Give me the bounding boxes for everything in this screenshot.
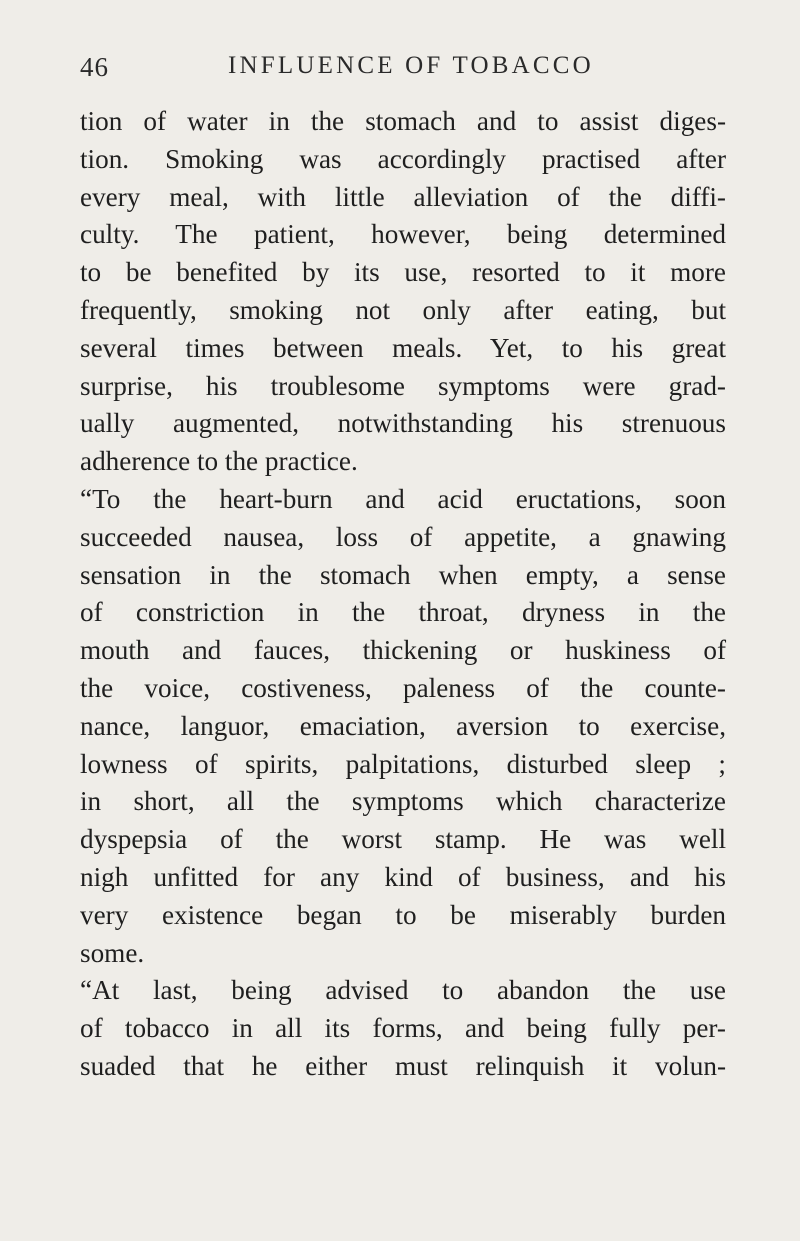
text-line: sensation in the stomach when empty, a sense (80, 559, 726, 590)
running-title: INFLUENCE OF TOBACCO (228, 52, 594, 79)
text-line: the voice, costiveness, paleness of the counte- (80, 672, 726, 703)
text-line: several times between meals. Yet, to his great (80, 332, 726, 363)
text-line: very existence began to be miserably burden (80, 899, 726, 930)
text-line: frequently, smoking not only after eating, but (80, 294, 726, 325)
text-line: “To the heart-burn and acid eructations, soon (80, 483, 726, 514)
page-number: 46 (80, 52, 109, 82)
text-line: to be benefited by its use, resorted to it more (80, 257, 726, 288)
text-line: dyspepsia of the worst stamp. He was well (80, 824, 726, 855)
text-line: lowness of spirits, palpitations, disturbed sleep ; (80, 748, 726, 779)
text-line: tion. Smoking was accordingly practised after (80, 143, 726, 174)
text-line: “At last, being advised to abandon the use (80, 975, 726, 1006)
text-line: nigh unfitted for any kind of business, and his (80, 861, 726, 892)
text-line: some. (80, 937, 145, 968)
text-line: nance, languor, emaciation, aversion to exercise, (80, 710, 726, 741)
text-line: in short, all the symptoms which characterize (80, 786, 726, 817)
body-text (80, 103, 726, 1086)
text-line: suaded that he either must relinquish it volun- (80, 1050, 726, 1081)
text-line: succeeded nausea, loss of appetite, a gnawing (80, 521, 726, 552)
running-head (80, 52, 730, 92)
text-line: ually augmented, notwithstanding his strenuous (80, 408, 726, 439)
text-line: of tobacco in all its forms, and being fully per- (80, 1013, 726, 1044)
text-line: of constriction in the throat, dryness in the (80, 597, 726, 628)
text-line: surprise, his troublesome symptoms were grad- (80, 370, 726, 401)
text-line: tion of water in the stomach and to assist diges- (80, 106, 726, 136)
text-line: every meal, with little alleviation of the diffi- (80, 181, 726, 212)
text-line: adherence to the practice. (80, 446, 358, 477)
text-line: culty. The patient, however, being determined (80, 219, 726, 250)
text-line: mouth and fauces, thickening or huskiness of (80, 635, 726, 666)
